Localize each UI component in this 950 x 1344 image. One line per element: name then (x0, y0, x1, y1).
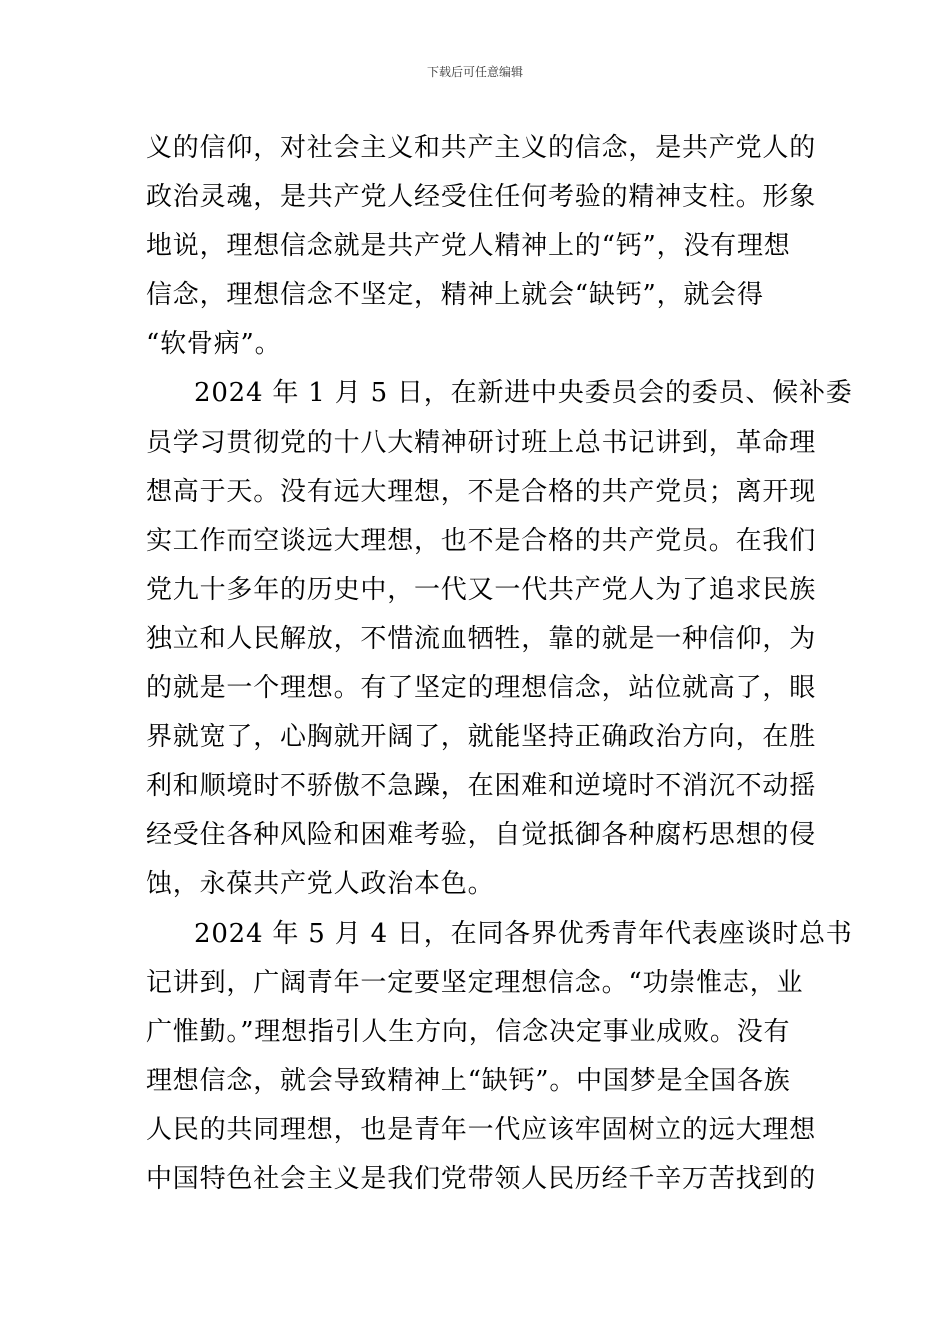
text-line: 实工作而空谈远大理想，也不是合格的共产党员。在我们 (146, 525, 817, 556)
text-line: 员学习贯彻党的十八大精神研讨班上总书记讲到，革命理 (146, 427, 817, 458)
text-line: 记讲到，广阔青年一定要坚定理想信念。“功崇惟志，业 (146, 967, 804, 998)
text-line: 利和顺境时不骄傲不急躁，在困难和逆境时不消沉不动摇 (146, 771, 817, 802)
text-line: 蚀，永葆共产党人政治本色。 (146, 869, 495, 900)
text-line: 人民的共同理想，也是青年一代应该牢固树立的远大理想 (146, 1114, 817, 1145)
text-line: 界就宽了，心胸就开阔了，就能坚持正确政治方向，在胜 (146, 722, 817, 753)
text-line: 理想信念，就会导致精神上“缺钙”。中国梦是全国各族 (146, 1065, 791, 1096)
text-line: 2024 年 1 月 5 日，在新进中央委员会的委员、候补委 (194, 378, 853, 409)
text-line: 政治灵魂，是共产党人经受住任何考验的精神支柱。形象 (146, 182, 817, 213)
text-line: 经受住各种风险和困难考验，自觉抵御各种腐朽思想的侵 (146, 820, 817, 851)
text-line: 的就是一个理想。有了坚定的理想信念，站位就高了，眼 (146, 673, 817, 704)
text-line: 2024 年 5 月 4 日，在同各界优秀青年代表座谈时总书 (194, 918, 853, 949)
text-line: 地说，理想信念就是共产党人精神上的“钙”，没有理想 (146, 231, 791, 262)
text-line: 义的信仰，对社会主义和共产主义的信念，是共产党人的 (146, 133, 817, 163)
text-line: 中国特色社会主义是我们党带领人民历经千辛万苦找到的 (146, 1163, 817, 1194)
document-body (146, 124, 853, 1204)
paragraph-1 (146, 124, 817, 369)
paragraph-2 (146, 369, 853, 909)
text-line: 想高于天。没有远大理想，不是合格的共产党员；离开现 (146, 476, 817, 507)
text-line: 党九十多年的历史中，一代又一代共产党人为了追求民族 (146, 574, 817, 605)
page-header: 下载后可任意编辑 (426, 65, 523, 79)
text-line: “软骨病”。 (146, 329, 282, 360)
text-line: 信念，理想信念不坚定，精神上就会“缺钙”，就会得 (146, 280, 764, 311)
text-line: 广惟勤。”理想指引人生方向，信念决定事业成败。没有 (146, 1016, 791, 1047)
text-line: 独立和人民解放，不惜流血牺牲，靠的就是一种信仰，为 (146, 623, 817, 654)
paragraph-3 (146, 910, 853, 1205)
